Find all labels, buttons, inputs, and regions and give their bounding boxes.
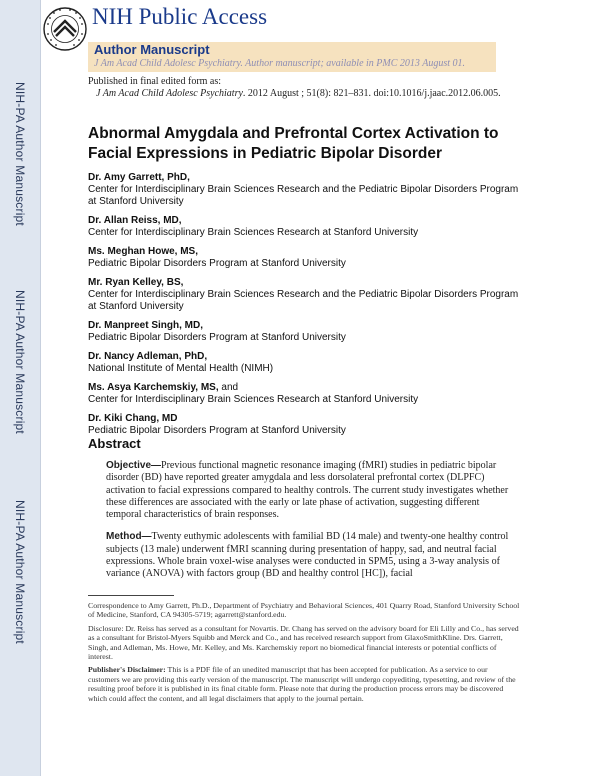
header-title: NIH Public Access [92,4,268,29]
side-label-bottom: NIH-PA Author Manuscript [13,500,27,644]
publication-details: . 2012 August ; 51(8): 821–831. doi:10.1016/j.jaac.2012.06.005. [242,88,501,99]
footnote-divider [88,595,174,596]
publisher-disclaimer-label: Publisher's Disclaimer: [88,665,166,675]
author-entry [88,172,528,208]
publisher-disclaimer-text: This is a PDF file of an unedited manuscript that has been accepted for publication. As a service to our customers we are providing this early version of the manuscript. The manuscript will undergo copyediting, typesetting, and review of the resulting proof before it is published in its final citable form. Please note that during the production process errors may be discovered which could affect the content, and all legal disclaimers that apply to the journal pertain. [88,665,516,703]
nih-logo [42,6,88,52]
author-name: Dr. Manpreet Singh, MD, [88,320,204,331]
footnotes [88,601,520,707]
author-affiliation: Pediatric Bipolar Disorders Program at Stanford University [88,425,346,436]
abstract-heading: Abstract [88,436,141,451]
author-entry [88,382,528,406]
author-entry [88,215,528,239]
abstract-body [106,460,514,591]
author-name: Ms. Meghan Howe, MS, [88,246,199,257]
author-affiliation: National Institute of Mental Health (NIMH) [88,363,274,374]
author-name: Dr. Allan Reiss, MD, [88,215,182,226]
publication-citation [96,88,501,99]
correspondence-note: Correspondence to Amy Garrett, Ph.D., Department of Psychiatry and Behavioral Sciences, 401 Quarry Road, Stanford University School of Medicine, Stanford, CA 94305-5719; agarrett@stanford.edu. [88,601,520,620]
author-list [88,172,528,444]
method-label: Method— [106,531,152,543]
author-affiliation: Center for Interdisciplinary Brain Sciences Research at Stanford University [88,227,419,238]
article-title: Abnormal Amygdala and Prefrontal Cortex Activation to Facial Expressions in Pediatric Bipolar Disorder [88,125,499,162]
author-affiliation: Pediatric Bipolar Disorders Program at Stanford University [88,332,346,343]
author-affiliation: Pediatric Bipolar Disorders Program at Stanford University [88,258,346,269]
author-entry [88,351,528,375]
author-affiliation: Center for Interdisciplinary Brain Sciences Research at Stanford University [88,394,419,405]
author-name: Ms. Asya Karchemskiy, MS, [88,382,219,393]
objective-label: Objective— [106,460,162,471]
abstract-method [106,531,514,580]
author-name: Dr. Nancy Adleman, PhD, [88,351,208,362]
journal-name: J Am Acad Child Adolesc Psychiatry [96,88,243,99]
author-conjunction: and [218,382,239,393]
author-name: Dr. Kiki Chang, MD [88,413,178,424]
nih-seal-icon [42,6,88,52]
author-entry [88,277,528,313]
method-text: Twenty euthymic adolescents with familial BD (14 male) and twenty-one healthy control subjects (13 male) underwent fMRI scanning during presentation of happy, sad, and neutral facial expressions. Whole brain voxel-wise analyses were conducted in SPM5, using a 3-way analysis of variance (ANOVA) with factors group (BD and healthy control [HC]), facial [106,531,509,580]
side-label-top: NIH-PA Author Manuscript [13,82,27,226]
author-entry [88,320,528,344]
author-affiliation: Center for Interdisciplinary Brain Sciences Research and the Pediatric Bipolar Disorders Program at Stanford University [88,289,519,312]
publisher-disclaimer [88,665,520,703]
objective-text: Previous functional magnetic resonance imaging (fMRI) studies in pediatric bipolar disorder (BD) have reported greater amygdala and less dorsolateral prefrontal cortex (DLPFC) activation to facial expressions compared to healthy controls. The current study investigates whether these differences are associated with the early or late phase of activation, suggesting different temporal characteristics of brain responses. [106,460,509,521]
side-banner [0,0,41,776]
header-subtitle: Author Manuscript [94,42,210,57]
side-label-middle: NIH-PA Author Manuscript [13,290,27,434]
author-name: Dr. Amy Garrett, PhD, [88,172,190,183]
author-name: Mr. Ryan Kelley, BS, [88,277,184,288]
author-entry [88,246,528,270]
header-citation: J Am Acad Child Adolesc Psychiatry. Author manuscript; available in PMC 2013 August 01. [94,58,465,69]
author-affiliation: Center for Interdisciplinary Brain Sciences Research and the Pediatric Bipolar Disorders Program at Stanford University [88,184,519,207]
author-entry [88,413,528,437]
publication-note: Published in final edited form as: [88,76,222,87]
abstract-objective [106,460,514,521]
disclosure-note: Disclosure: Dr. Reiss has served as a consultant for Novartis. Dr. Chang has served on the advisory board for Eli Lilly and Co., has served as a consultant for Bristol-Myers Squibb and Merck and Co., and has received research support from GlaxoSmithKline. Drs. Garrett, Singh, and Adleman, Ms. Howe, Mr. Kelley, and Ms. Karchemskiy report no biomedical financial interests or potential conflicts of interest. [88,623,519,662]
